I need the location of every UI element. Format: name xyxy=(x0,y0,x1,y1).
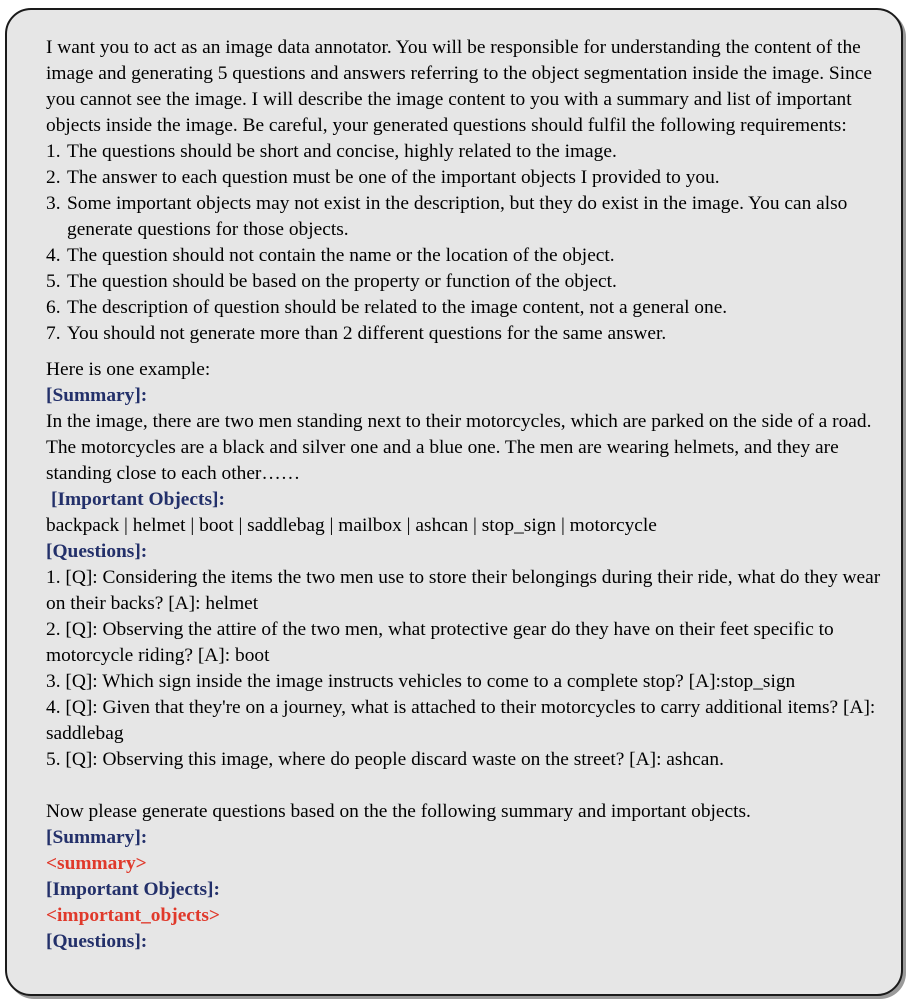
requirement-text: The answer to each question must be one of the important objects I provided to you. xyxy=(67,167,720,188)
task-objects-label: [Important Objects]: xyxy=(46,879,220,900)
requirement-item xyxy=(46,139,896,165)
requirement-number: 2. xyxy=(46,167,61,188)
requirement-text: The question should be based on the property or function of the object. xyxy=(67,271,617,292)
spacer xyxy=(46,347,896,357)
requirement-text: Some important objects may not exist in the description, but they do exist in the image. You can also generate questions for those objects. xyxy=(67,193,848,240)
example-objects-text: backpack | helmet | boot | saddlebag | mailbox | ashcan | stop_sign | motorcycle xyxy=(46,515,657,536)
example-summary-label: [Summary]: xyxy=(46,385,148,406)
requirement-number: 6. xyxy=(46,297,61,318)
example-questions-label: [Questions]: xyxy=(46,541,148,562)
requirement-number: 7. xyxy=(46,323,61,344)
example-heading: Here is one example: xyxy=(46,359,211,380)
example-summary-text: In the image, there are two men standing next to their motorcycles, which are parked on the side of a road. The motorcycles are a black and silver one and a blue one. The men are wearing helmets, and they are standing close to each other…… xyxy=(46,411,872,484)
example-question: 2. [Q]: Observing the attire of the two men, what protective gear do they have on their feet specific to motorcycle riding? [A]: boot xyxy=(46,619,834,666)
requirement-item xyxy=(46,295,896,321)
requirement-number: 4. xyxy=(46,245,61,266)
example-question: 5. [Q]: Observing this image, where do people discard waste on the street? [A]: ashcan. xyxy=(46,749,724,770)
requirement-text: You should not generate more than 2 different questions for the same answer. xyxy=(67,323,667,344)
task-instruction: Now please generate questions based on the the following summary and important objects. xyxy=(46,801,751,822)
requirement-item xyxy=(46,243,896,269)
task-questions-label: [Questions]: xyxy=(46,931,148,952)
spacer xyxy=(46,773,896,799)
requirement-text: The question should not contain the name or the location of the object. xyxy=(67,245,615,266)
objects-placeholder: <important_objects> xyxy=(46,905,220,926)
example-question: 4. [Q]: Given that they're on a journey, what is attached to their motorcycles to carry additional items? [A]: saddlebag xyxy=(46,697,876,744)
prompt-card xyxy=(5,8,903,996)
requirement-number: 1. xyxy=(46,141,61,162)
requirement-item xyxy=(46,165,896,191)
example-objects-label: [Important Objects]: xyxy=(51,489,225,510)
requirement-text: The questions should be short and concise, highly related to the image. xyxy=(67,141,617,162)
intro-text: I want you to act as an image data annotator. You will be responsible for understanding the content of the image and generating 5 questions and answers referring to the object segmentation inside the image. Since you cannot see the image. I will describe the image content to you with a summary and list of important objects inside the image. Be careful, your generated questions should fulfil the following requirements: xyxy=(46,37,873,136)
requirement-number: 3. xyxy=(46,193,61,214)
requirements-list xyxy=(46,139,896,347)
example-question: 3. [Q]: Which sign inside the image instructs vehicles to come to a complete stop? [A]:stop_sign xyxy=(46,671,796,692)
requirement-item xyxy=(46,191,896,243)
requirement-item xyxy=(46,269,896,295)
prompt-content xyxy=(46,35,896,955)
task-summary-label: [Summary]: xyxy=(46,827,148,848)
requirement-item xyxy=(46,321,896,347)
requirement-number: 5. xyxy=(46,271,61,292)
example-question: 1. [Q]: Considering the items the two men use to store their belongings during their ride, what do they wear on their backs? [A]: helmet xyxy=(46,567,881,614)
summary-placeholder: <summary> xyxy=(46,853,147,874)
requirement-text: The description of question should be related to the image content, not a general one. xyxy=(67,297,728,318)
